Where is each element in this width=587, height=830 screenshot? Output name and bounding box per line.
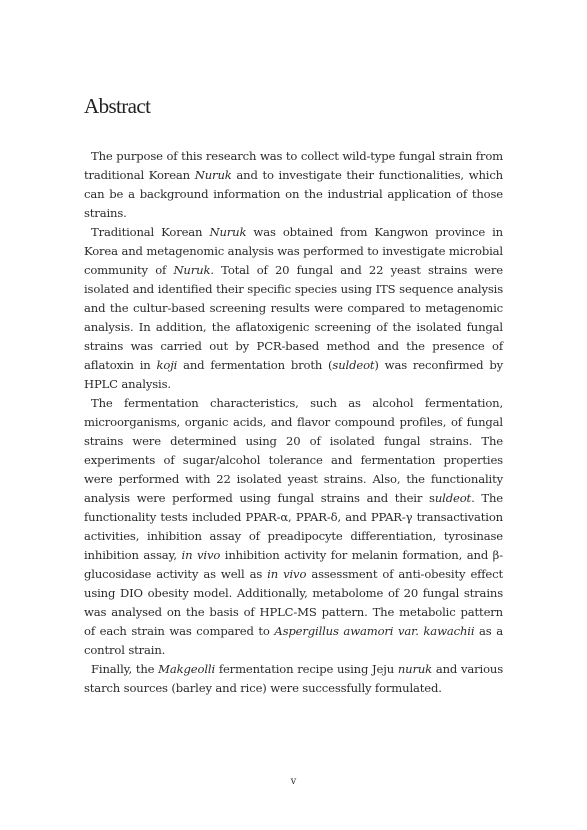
italic-term: Nuruk	[194, 168, 232, 182]
abstract-paragraph: The purpose of this research was to collect wild-type fungal strain from traditional Korean Nuruk and to investigate their functionalities, which can be a background information on the industrial application of those strains.	[84, 149, 503, 220]
italic-term: Aspergillus awamori var. kawachii	[274, 624, 475, 638]
italic-term: Nuruk	[173, 263, 211, 277]
section-title: Abstract	[84, 94, 151, 118]
italic-term: in vivo	[181, 548, 221, 562]
italic-term: nuruk	[397, 662, 433, 676]
italic-term: koji	[156, 358, 178, 372]
abstract-body	[84, 147, 503, 698]
abstract-paragraph: The fermentation characteristics, such as alcohol fermentation, microorganisms, organic acids, and flavor compound profiles, of fungal strains were determined using 20 of isolated fungal strains. The experiments of sugar/alcohol tolerance and fermentation properties were performed with 22 isolated yeast strains. Also, the functionality analysis were performed using fungal strains and their suldeot. The functionality tests included PPAR-α, PPAR-δ, and PPAR-γ transactivation activities, inhibition assay of preadipocyte differentiation, tyrosinase inhibition assay, in vivo inhibition activity for melanin formation, and β-glucosidase activity as well as in vivo assessment of anti-obesity effect using DIO obesity model. Additionally, metabolome of 20 fungal strains was analysed on the basis of HPLC-MS pattern. The metabolic pattern of each strain was compared to Aspergillus awamori var. kawachii as a control strain.	[84, 396, 504, 657]
italic-term: Nuruk	[209, 225, 247, 239]
italic-term: suldeot	[332, 358, 375, 372]
italic-term: uldeot	[434, 491, 472, 505]
italic-term: in vivo	[267, 567, 307, 581]
italic-term: Makgeolli	[158, 662, 216, 676]
abstract-paragraph: Traditional Korean Nuruk was obtained from Kangwon province in Korea and metagenomic analysis was performed to investigate microbial community of Nuruk. Total of 20 fungal and 22 yeast strains were isolated and identified their specific species using ITS sequence analysis and the cultur-based screening results were compared to metagenomic analysis. In addition, the aflatoxigenic screening of the isolated fungal strains was carried out by PCR-based method and the presence of aflatoxin in koji and fermentation broth (suldeot) was reconfirmed by HPLC analysis.	[84, 225, 504, 391]
page-number: v	[290, 776, 297, 787]
abstract-paragraph: Finally, the Makgeolli fermentation recipe using Jeju nuruk and various starch sources (barley and rice) were successfully formulated.	[84, 662, 504, 695]
